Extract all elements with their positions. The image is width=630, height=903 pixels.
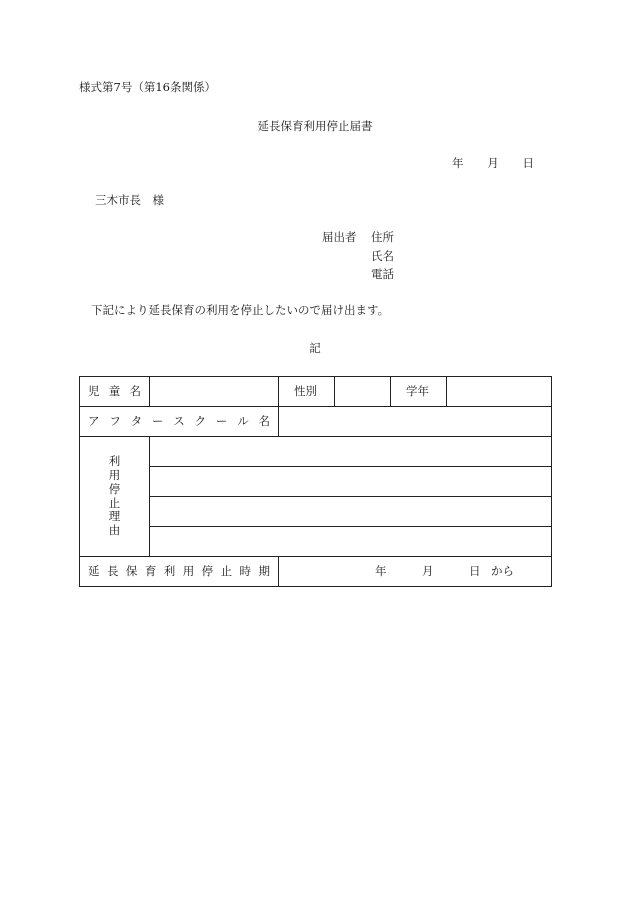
date-year-label: 年 bbox=[452, 156, 464, 170]
after-school-label: ア フ タ ー ス ク ー ル 名 bbox=[80, 407, 279, 437]
grade-label: 学年 bbox=[391, 377, 447, 407]
period-day-label: 日 bbox=[469, 564, 481, 578]
reason-line[interactable] bbox=[150, 497, 552, 527]
notifier-name-label: 氏名 bbox=[371, 248, 394, 263]
grade-field[interactable] bbox=[447, 377, 552, 407]
gender-label: 性別 bbox=[279, 377, 335, 407]
child-row bbox=[80, 377, 552, 407]
period-label: 延 長 保 育 利 用 停 止 時 期 bbox=[80, 557, 279, 587]
declaration-text: 下記により延長保育の利用を停止したいので届け出ます。 bbox=[91, 303, 390, 317]
period-year-label: 年 bbox=[375, 564, 387, 578]
child-name-label: 児 童 名 bbox=[80, 377, 150, 407]
ki-heading: 記 bbox=[309, 341, 321, 355]
gender-field[interactable] bbox=[335, 377, 391, 407]
document-title: 延長保育利用停止届書 bbox=[257, 119, 373, 133]
after-school-row bbox=[80, 407, 552, 437]
date-day-label: 日 bbox=[522, 156, 534, 170]
after-school-field[interactable] bbox=[279, 407, 552, 437]
period-row bbox=[80, 557, 552, 587]
period-from-label: から bbox=[491, 564, 514, 578]
reason-row bbox=[80, 437, 552, 467]
period-field[interactable] bbox=[279, 557, 552, 587]
reason-row bbox=[80, 467, 552, 497]
date-line bbox=[452, 158, 534, 170]
notifier-address-label: 住所 bbox=[371, 230, 394, 244]
form-number: 様式第7号（第16条関係） bbox=[79, 80, 216, 94]
child-name-field[interactable] bbox=[150, 377, 279, 407]
notifier-phone-label: 電話 bbox=[371, 267, 394, 281]
reason-row bbox=[80, 497, 552, 527]
notifier-label: 届出者 bbox=[322, 230, 357, 244]
addressee: 三木市長 様 bbox=[95, 193, 164, 207]
reason-row bbox=[80, 527, 552, 557]
reason-line[interactable] bbox=[150, 467, 552, 497]
reason-line[interactable] bbox=[150, 527, 552, 557]
form-table bbox=[79, 376, 552, 587]
reason-label: 利 用 停 止 理 由 bbox=[80, 437, 150, 557]
date-month-label: 月 bbox=[487, 156, 499, 170]
notifier-fields bbox=[371, 232, 394, 288]
period-month-label: 月 bbox=[422, 564, 434, 578]
reason-line[interactable] bbox=[150, 437, 552, 467]
